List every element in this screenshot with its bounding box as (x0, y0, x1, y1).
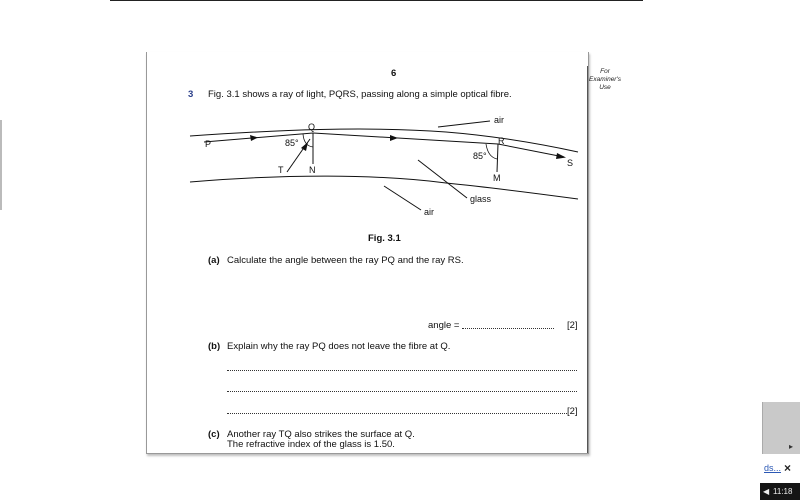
part-b-marks: [2] (567, 406, 578, 417)
part-a-answer-prefix: angle = (428, 320, 460, 331)
pointer-air-top (438, 121, 490, 127)
part-c-line-1: Another ray TQ also strikes the surface at Q. (227, 429, 415, 440)
label-glass: glass (470, 194, 492, 204)
label-p: P (205, 139, 212, 149)
part-a-label: (a) (208, 255, 220, 266)
examiner-line-3: Use (599, 84, 611, 91)
figure-caption: Fig. 3.1 (368, 233, 401, 244)
top-divider (110, 0, 643, 1)
pointer-air-bottom (384, 186, 421, 210)
part-b-text: Explain why the ray PQ does not leave the fibre at Q. (227, 341, 451, 352)
examiner-use-label (588, 68, 622, 92)
ray-qr-arrow (390, 135, 398, 141)
examiner-margin-line (587, 66, 588, 453)
part-b-answer-line-2[interactable] (227, 391, 577, 392)
system-tray (760, 483, 800, 500)
ray-pq-arrow (250, 135, 258, 141)
optical-fibre-diagram (146, 110, 586, 235)
part-b-answer-line-1[interactable] (227, 370, 577, 371)
part-a-marks: [2] (567, 320, 578, 331)
label-angle-q: 85° (285, 138, 299, 148)
label-air-bottom: air (424, 207, 435, 217)
part-c-label: (c) (208, 429, 220, 440)
taskbar-thumbnail[interactable] (762, 402, 800, 454)
label-angle-r: 85° (473, 151, 487, 161)
examiner-line-2: Examiner's (589, 76, 621, 83)
part-a-answer-line[interactable] (462, 328, 554, 329)
left-window-edge (0, 120, 2, 210)
ray-rs (498, 144, 564, 157)
label-q: Q (308, 122, 316, 132)
label-m: M (493, 173, 501, 183)
part-c-line-2: The refractive index of the glass is 1.50. (227, 439, 395, 450)
label-n: N (309, 165, 316, 175)
pointer-glass (418, 160, 467, 198)
label-air-top: air (494, 115, 505, 125)
question-intro: Fig. 3.1 shows a ray of light, PQRS, passing along a simple optical fibre. (208, 89, 512, 100)
question-number: 3 (188, 89, 194, 100)
part-b-label: (b) (208, 341, 221, 352)
label-t: T (278, 165, 284, 175)
label-s: S (567, 158, 574, 168)
angle-arc-r (486, 144, 497, 159)
part-b-answer-line-3[interactable] (227, 413, 567, 414)
label-r: R (498, 136, 505, 146)
examiner-line-1: For (600, 68, 610, 75)
close-icon[interactable]: × (784, 461, 792, 475)
ray-rs-arrow (556, 153, 566, 159)
clock: 11:18 (773, 487, 793, 496)
downloads-link[interactable]: ds... (764, 463, 782, 473)
arrow-icon[interactable]: ▸ (789, 442, 794, 451)
part-a-text: Calculate the angle between the ray PQ and the ray RS. (227, 255, 464, 266)
speaker-icon[interactable]: ◀ (763, 487, 770, 496)
fibre-lower-surface (190, 176, 578, 199)
page-number: 6 (391, 68, 397, 79)
normal-rm (497, 144, 498, 172)
